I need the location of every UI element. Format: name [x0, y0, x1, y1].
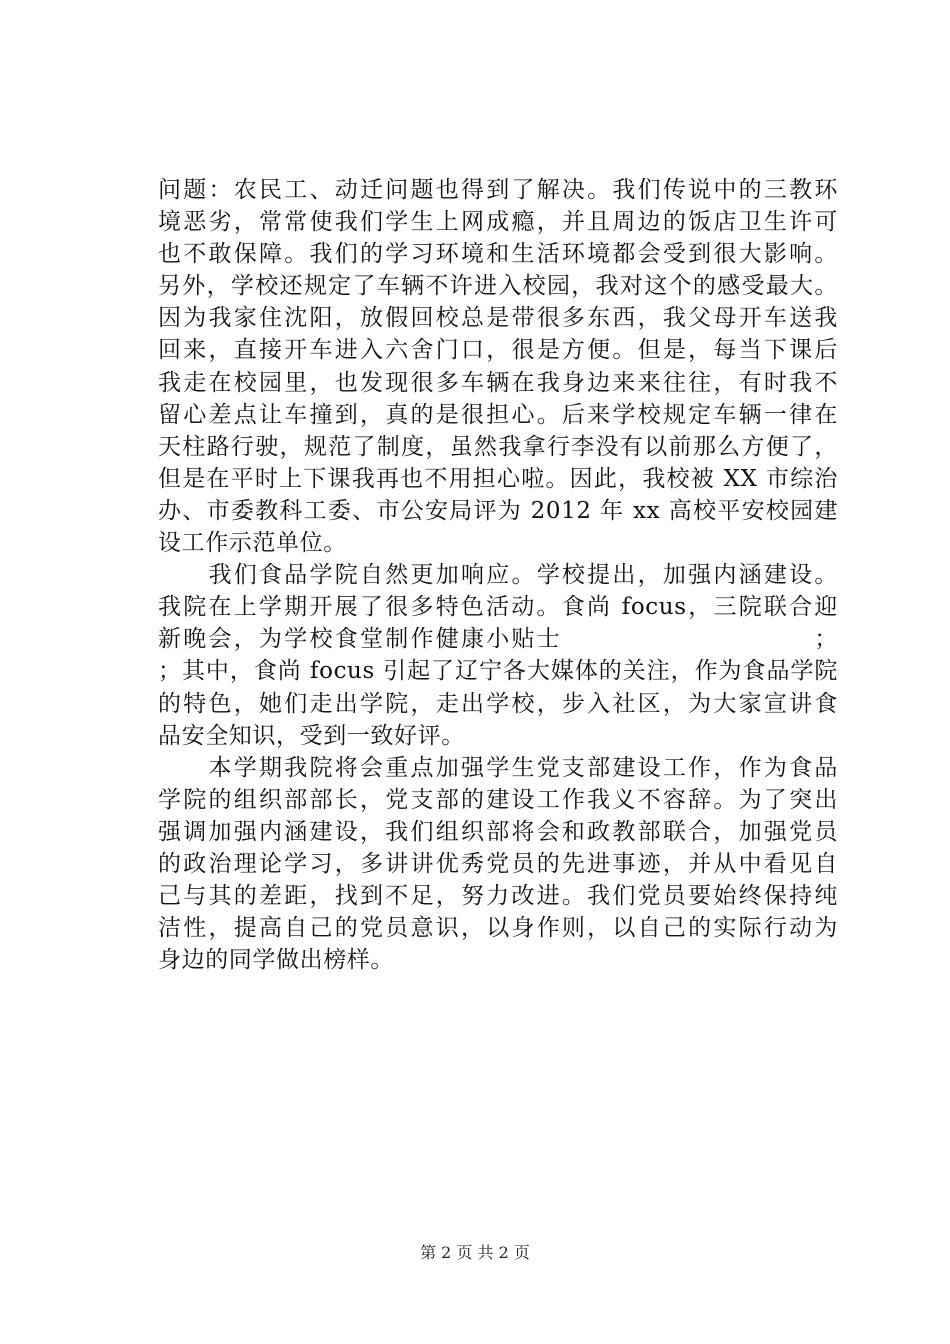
page-number-label: 第 2 页 共 2 页 — [420, 1243, 530, 1262]
text-line: 也不敢保障。我们的学习环境和生活环境都会受到很大影响。 — [158, 241, 838, 268]
text-line: 另外，学校还规定了车辆不许进入校园，我对这个的感受最大。 — [158, 273, 838, 300]
text-line: 问题：农民工、动迁问题也得到了解决。我们传说中的三教环 — [158, 177, 838, 203]
text-line: 洁性，提高自己的党员意识，以身作则，以自己的实际行动为 — [158, 915, 838, 942]
text-line: 天柱路行驶，规范了制度，虽然我拿行李没有以前那么方便了， — [158, 433, 838, 460]
text-line: 境恶劣，常常使我们学生上网成瘾，并且周边的饭店卫生许可 — [158, 209, 838, 236]
text-line: 设工作示范单位。 — [158, 530, 347, 557]
text-line: 的政治理论学习，多讲讲优秀党员的先进事迹，并从中看见自 — [158, 850, 838, 877]
text-line: 新晚会，为学校食堂制作健康小贴士 ； — [158, 626, 838, 653]
text-line: 品安全知识，受到一致好评。 — [158, 722, 465, 749]
text-line: ；其中，食尚 focus 引起了辽宁各大媒体的关注，作为食品学院 — [158, 658, 838, 685]
text-line: 但是在平时上下课我再也不用担心啦。因此，我校被 XX 市综治 — [158, 465, 838, 492]
text-line: 回来，直接开车进入六舍门口，很是方便。但是，每当下课后 — [158, 337, 838, 364]
text-line: 学院的组织部部长，党支部的建设工作我义不容辞。为了突出 — [158, 786, 838, 813]
text-line: 身边的同学做出榜样。 — [158, 947, 394, 974]
text-line: 本学期我院将会重点加强学生党支部建设工作，作为食品 — [158, 754, 838, 781]
text-line: 我走在校园里，也发现很多车辆在我身边来来往往，有时我不 — [158, 369, 838, 396]
text-line: 我们食品学院自然更加响应。学校提出，加强内涵建设。 — [158, 562, 838, 589]
body-text — [158, 174, 838, 976]
text-line: 强调加强内涵建设，我们组织部将会和政教部联合，加强党员 — [158, 818, 838, 845]
text-line: 办、市委教科工委、市公安局评为 2012 年 xx 高校平安校园建 — [158, 497, 838, 524]
page-footer — [0, 1243, 950, 1263]
text-line: 因为我家住沈阳，放假回校总是带很多东西，我父母开车送我 — [158, 305, 838, 332]
text-line: 留心差点让车撞到，真的是很担心。后来学校规定车辆一律在 — [158, 401, 838, 428]
text-line: 己与其的差距，找到不足，努力改进。我们党员要始终保持纯 — [158, 883, 838, 910]
text-line: 我院在上学期开展了很多特色活动。食尚 focus，三院联合迎 — [158, 594, 838, 621]
text-line: 的特色，她们走出学院，走出学校，步入社区，为大家宣讲食 — [158, 690, 838, 717]
